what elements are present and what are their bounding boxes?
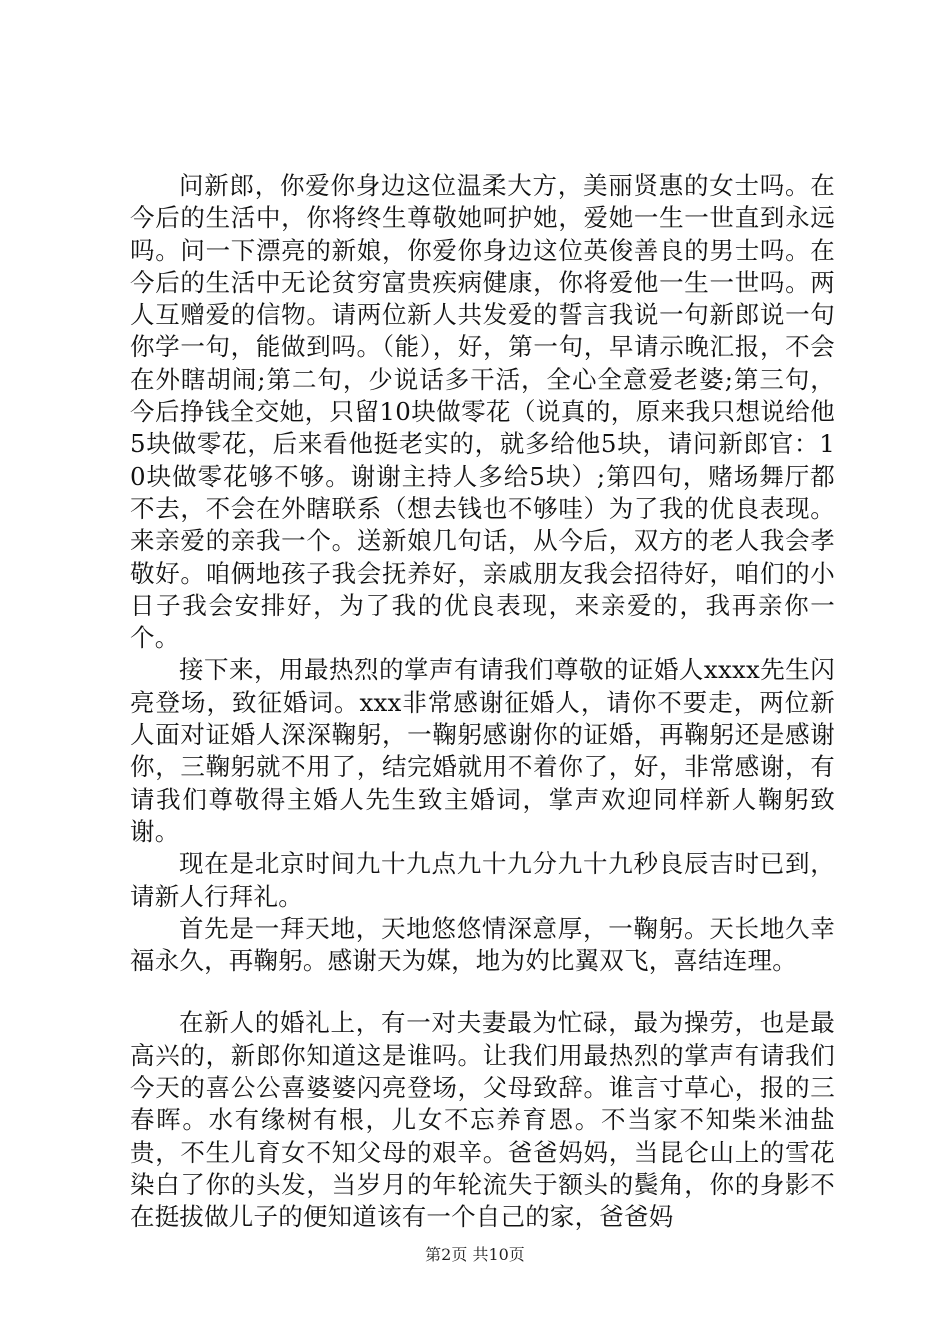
paragraph-groom-bride-vows: 问新郎，你爱你身边这位温柔大方，美丽贤惠的女士吗。在今后的生活中，你将终生尊敬她呵护她，爱她一生一世直到永远吗。问一下漂亮的新娘，你爱你身边这位英俊善良的男士吗。在今后的生活中无论贫穷富贵疾病健康，你将爱他一生一世吗。两人互赠爱的信物。请两位新人共发爱的誓言我说一句新郎说一句你学一句，能做到吗。（能），好，第一句，早请示晚汇报，不会在外瞎胡闹;第二句，少说话多干活，全心全意爱老婆;第三句，今后挣钱全交她，只留10块做零花（说真的，原来我只想说给他5块做零花，后来看他挺老实的，就多给他5块，请问新郎官：10块做零花够不够。谢谢主持人多给5块）;第四句，赌场舞厅都不去，不会在外瞎联系（想去钱也不够哇）为了我的优良表现。来亲爱的亲我一个。送新娘几句话，从今后，双方的老人我会孝敬好。咱俩地孩子我会抚养好，亲戚朋友我会招待好，咱们的小日子我会安排好，为了我的优良表现，来亲爱的，我再亲你一个。 bbox=[130, 171, 835, 653]
paragraph-auspicious-time: 现在是北京时间九十九点九十九分九十九秒良辰吉时已到，请新人行拜礼。 bbox=[130, 849, 835, 911]
paragraph-parents-speech: 在新人的婚礼上，有一对夫妻最为忙碌，最为操劳，也是最高兴的，新郎你知道这是谁吗。让我们用最热烈的掌声有请我们今天的喜公公喜婆婆闪亮登场，父母致辞。谁言寸草心，报的三春晖。水有缘树有根，儿女不忘养育恩。不当家不知柴米油盐贵，不生儿育女不知父母的艰辛。爸爸妈妈，当昆仑山上的雪花染白了你的头发，当岁月的年轮流失于额头的鬓角，你的身影不在挺拔做儿子的便知道该有一个自己的家，爸爸妈 bbox=[130, 1008, 835, 1232]
paragraph-bow-heaven-earth: 首先是一拜天地，天地悠悠情深意厚，一鞠躬。天长地久幸福永久，再鞠躬。感谢天为媒，地为妁比翼双飞，喜结连理。 bbox=[130, 913, 835, 976]
page-number-footer: 第2页 共10页 bbox=[425, 1245, 525, 1264]
document-body bbox=[130, 170, 835, 1234]
paragraph-witness-speech: 接下来，用最热烈的掌声有请我们尊敬的证婚人xxxx先生闪亮登场，致征婚词。xxx非常感谢征婚人，请你不要走，两位新人面对证婚人深深鞠躬，一鞠躬感谢你的证婚，再鞠躬还是感谢你，三鞠躬就不用了，结完婚就用不着你了，好，非常感谢，有请我们尊敬得主婚人先生致主婚词，掌声欢迎同样新人鞠躬致谢。 bbox=[130, 655, 835, 846]
